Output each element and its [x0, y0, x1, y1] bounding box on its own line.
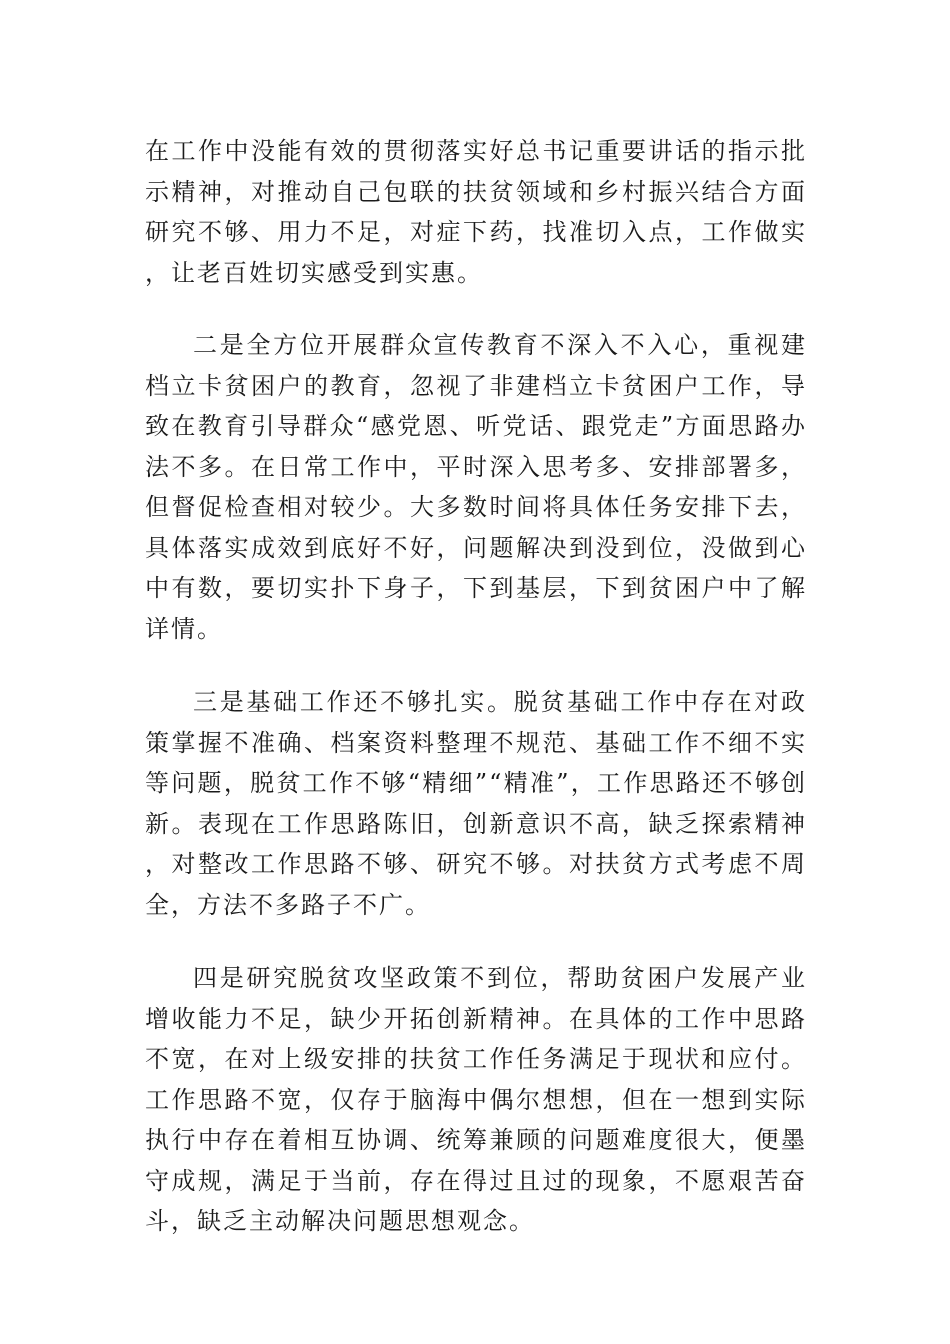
paragraph-item-four: 四是研究脱贫攻坚政策不到位，帮助贫困户发展产业增收能力不足，缺少开拓创新精神。在具体的工作中思路不宽，在对上级安排的扶贫工作任务满足于现状和应付。工作思路不宽，仅存于脑海中偶尔想想，但在一想到实际执行中存在着相互协调、统筹兼顾的问题难度很大，便墨守成规，满足于当前，存在得过且过的现象，不愿艰苦奋斗，缺乏主动解决问题思想观念。: [145, 964, 807, 1235]
document-body: [145, 131, 807, 1242]
paragraph-item-two: 二是全方位开展群众宣传教育不深入不入心，重视建档立卡贫困户的教育，忽视了非建档立卡贫困户工作，导致在教育引导群众“感党恩、听党话、跟党走”方面思路办法不多。在日常工作中，平时深入思考多、安排部署多，但督促检查相对较少。大多数时间将具体任务安排下去，具体落实成效到底好不好，问题解决到没到位，没做到心中有数，要切实扑下身子，下到基层，下到贫困户中了解详情。: [145, 331, 807, 643]
paragraph-item-three: 三是基础工作还不够扎实。脱贫基础工作中存在对政策掌握不准确、档案资料整理不规范、基础工作不细不实等问题，脱贫工作不够“精细”“精准”，工作思路还不够创新。表现在工作思路陈旧，创新意识不高，缺乏探索精神，对整改工作思路不够、研究不够。对扶贫方式考虑不周全，方法不多路子不广。: [145, 688, 807, 919]
paragraph-continuation: 在工作中没能有效的贯彻落实好总书记重要讲话的指示批示精神，对推动自己包联的扶贫领域和乡村振兴结合方面研究不够、用力不足，对症下药，找准切入点，工作做实，让老百姓切实感受到实惠。: [145, 137, 807, 287]
